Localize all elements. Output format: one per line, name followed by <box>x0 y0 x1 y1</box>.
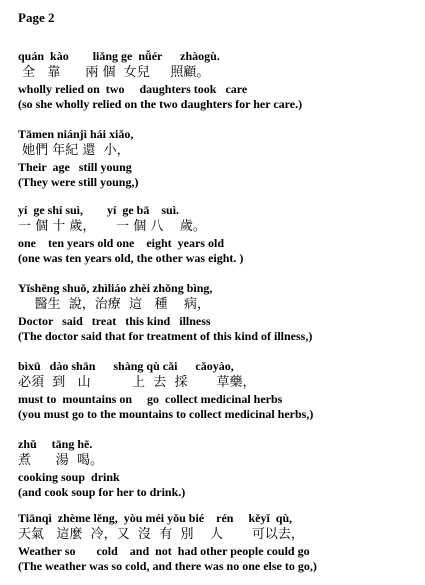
chinese-line: 她們 年紀 還 小， <box>18 143 130 158</box>
chinese-line: 醫生 說，治療 這 種 病， <box>18 297 210 312</box>
chinese-line: 天氣 這麼 冷，又 沒 有 別 人 可以去， <box>18 527 304 542</box>
english-gloss-line: one ten years old one eight years old <box>18 236 224 250</box>
pinyin-line: bìxū dào shān shàng qù cǎi cǎoyào, <box>18 359 234 373</box>
verse-block <box>18 438 418 501</box>
pinyin-line: yí ge shí suì, yí ge bā suì. <box>18 203 180 217</box>
verse-block <box>18 204 418 267</box>
pinyin-line: Tāmen niánjì hái xiǎo, <box>18 127 134 141</box>
english-gloss-line: cooking soup drink <box>18 470 120 484</box>
english-gloss-line: wholly relied on two daughters took care <box>18 82 248 96</box>
verse-block <box>18 50 418 113</box>
translation-line: (They were still young,) <box>18 175 139 189</box>
chinese-line: 煮 湯 喝。 <box>18 453 104 468</box>
verse-block <box>18 360 418 423</box>
english-gloss-line: Their age still young <box>18 160 132 174</box>
page-number: Page 2 <box>18 10 55 25</box>
chinese-line: 必須 到 山 上 去 採 草藥， <box>18 375 256 390</box>
chinese-line: 一 個 十 歲， 一 個 八 歲。 <box>18 219 206 234</box>
pinyin-line: Yīshēng shuō, zhìliáo zhèi zhǒng bìng, <box>18 281 213 295</box>
pinyin-line: quán kào liǎng ge nǚér zhàogù. <box>18 49 220 63</box>
verse-block <box>18 282 418 345</box>
pinyin-line: zhǔ tāng hē. <box>18 437 93 451</box>
translation-line: (The doctor said that for treatment of this kind of illness,) <box>18 329 313 343</box>
verse-block <box>18 128 418 191</box>
verse-block <box>18 512 418 575</box>
chinese-line: 全 靠 兩 個 女兒 照顧。 <box>18 65 210 80</box>
translation-line: (so she wholly relied on the two daughters for her care.) <box>18 97 303 111</box>
english-gloss-line: Doctor said treat this kind illness <box>18 314 211 328</box>
translation-line: (The weather was so cold, and there was no one else to go,) <box>18 559 317 573</box>
pinyin-line: Tiānqì zhème lěng, yòu méi yǒu bié rén kěyǐ qù, <box>18 511 293 525</box>
english-gloss-line: must to mountains on go collect medicinal herbs <box>18 392 283 406</box>
translation-line: (one was ten years old, the other was eight. ) <box>18 251 244 265</box>
translation-line: (and cook soup for her to drink.) <box>18 485 186 499</box>
translation-line: (you must go to the mountains to collect medicinal herbs,) <box>18 407 314 421</box>
english-gloss-line: Weather so cold and not had other people could go <box>18 544 310 558</box>
